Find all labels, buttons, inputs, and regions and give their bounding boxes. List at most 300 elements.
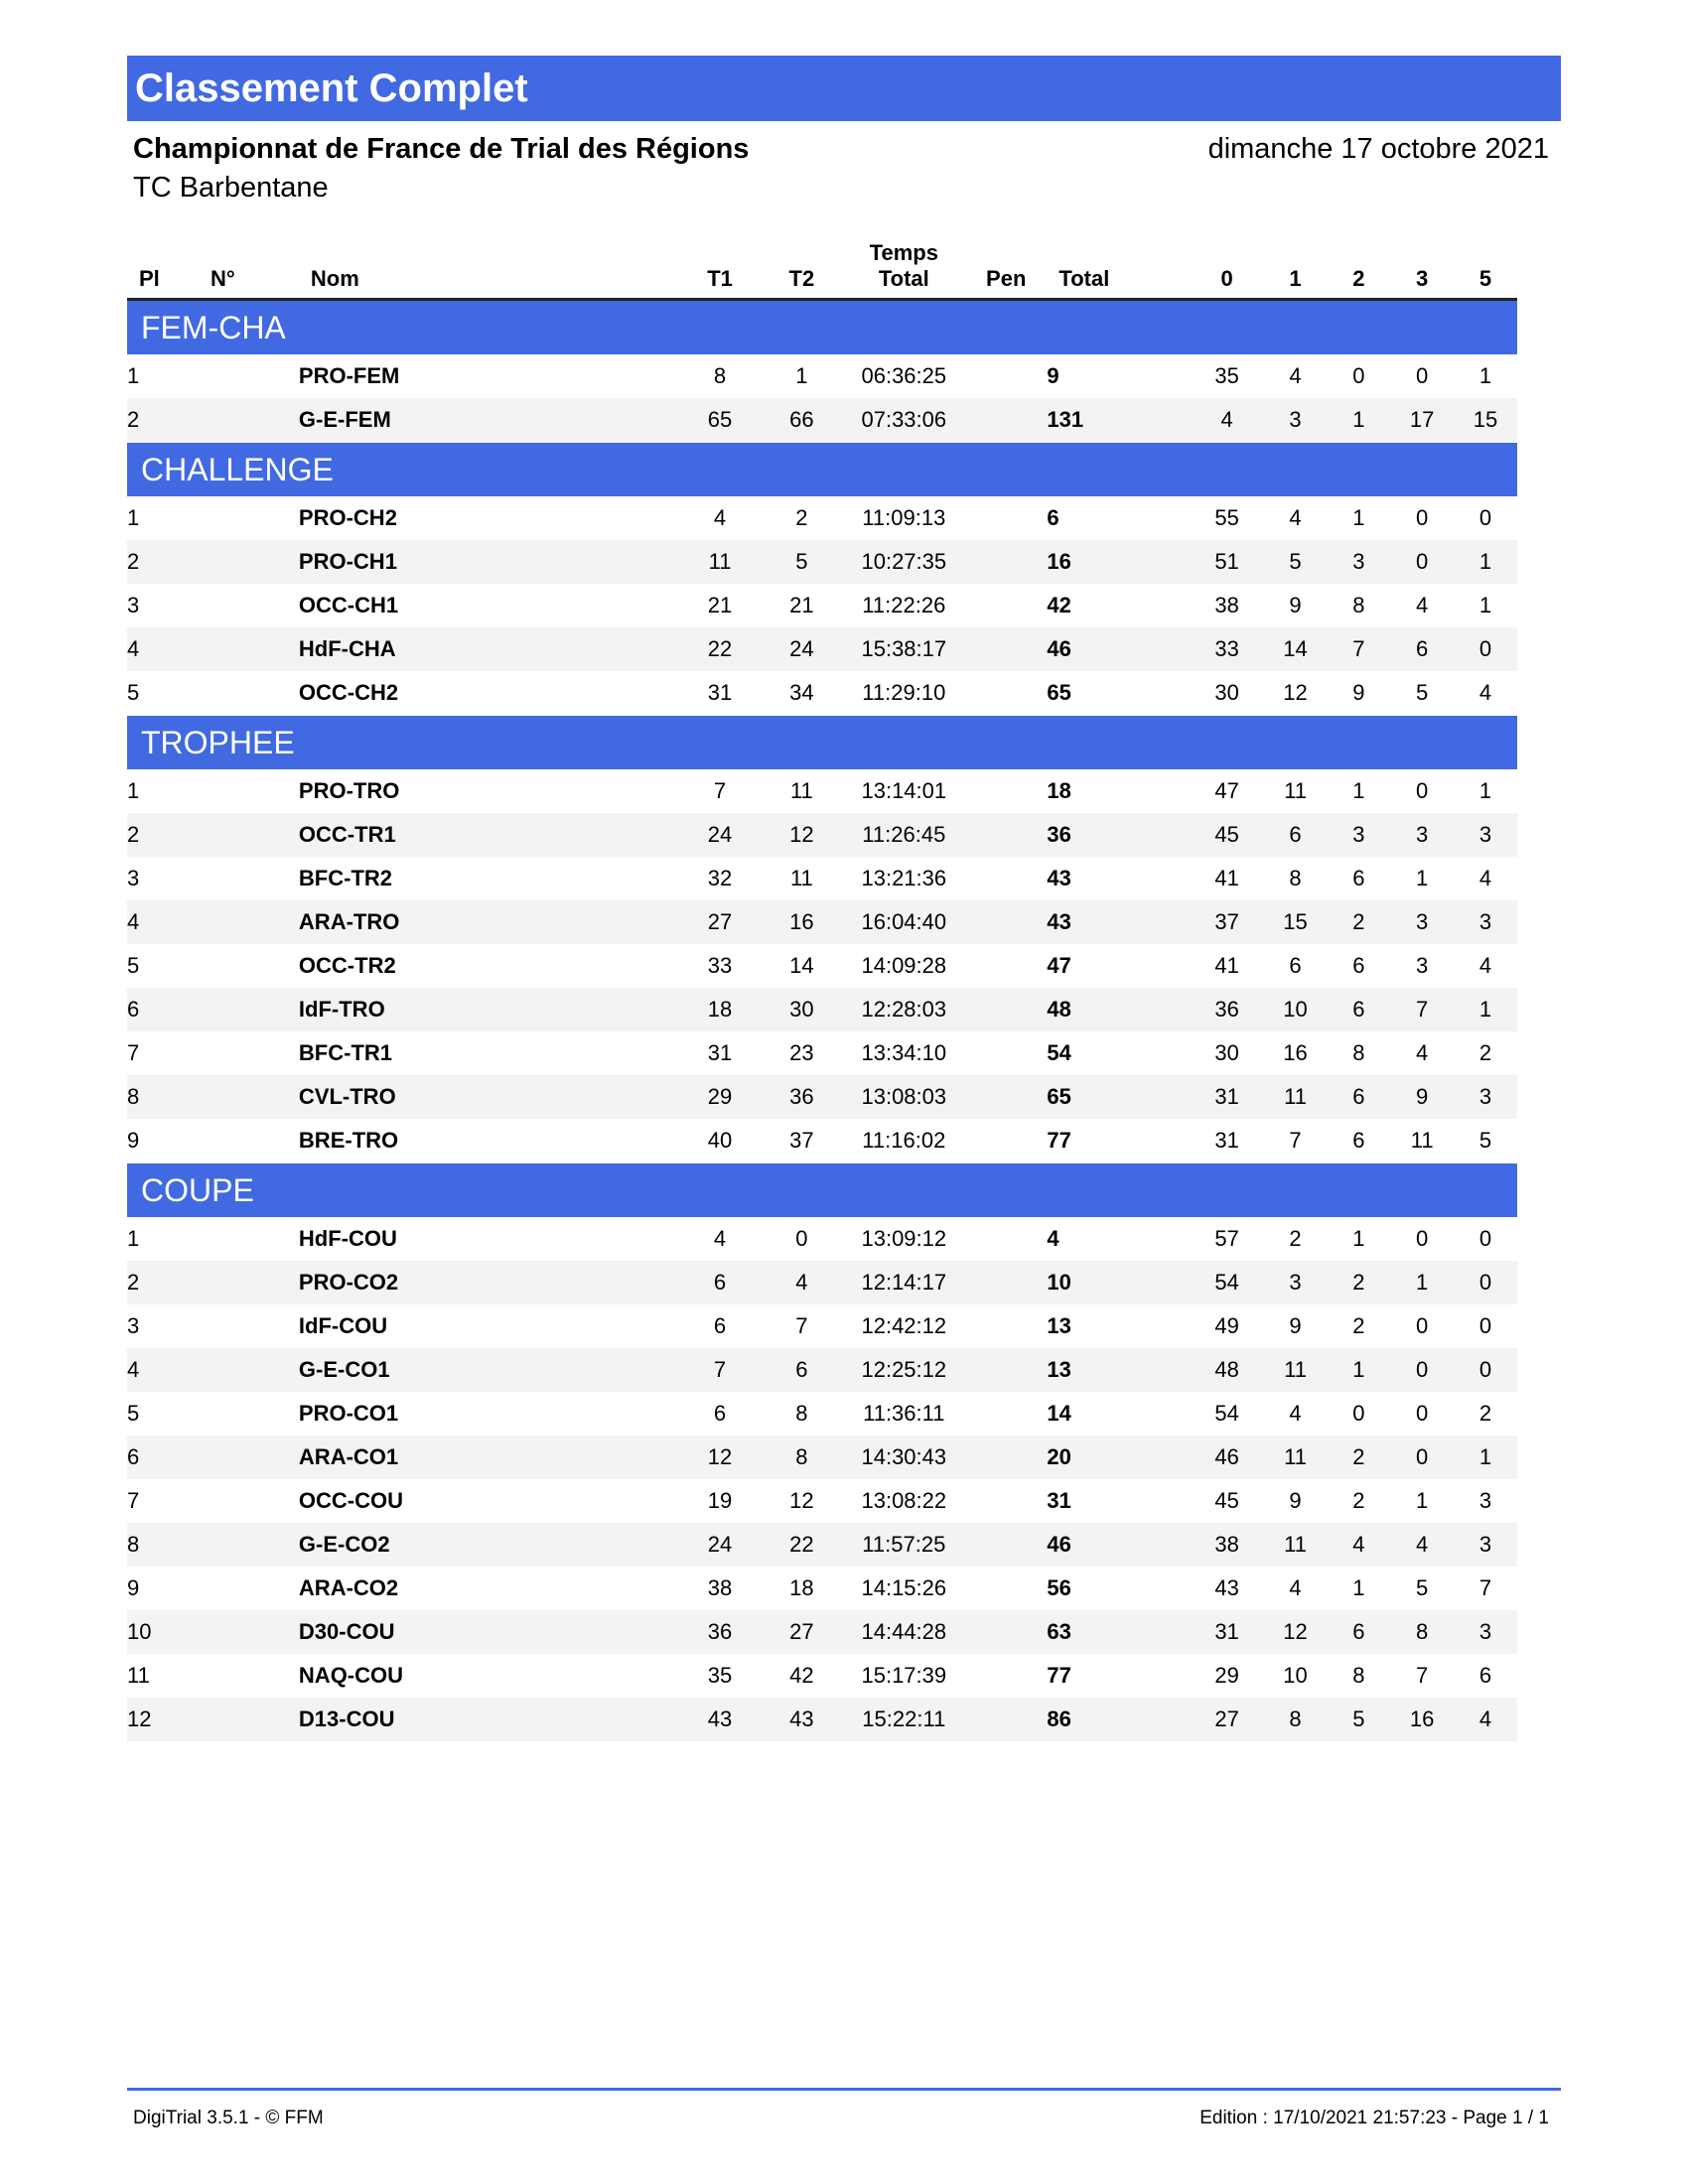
cell-pl: 8 (127, 1075, 199, 1119)
cell-pen (965, 627, 1047, 671)
cell-nom: ARA-CO2 (298, 1575, 399, 1600)
cell-z1: 15 (1264, 900, 1328, 944)
table-row (127, 1392, 1517, 1435)
col-header-nom: Nom (299, 228, 679, 300)
cell-t2: 30 (761, 988, 842, 1031)
cell-num (199, 1610, 299, 1654)
cell-z3: 4 (1390, 1523, 1454, 1567)
cell-total: 54 (1047, 1040, 1071, 1065)
cell-t2: 36 (761, 1075, 842, 1119)
category-header (127, 443, 1517, 497)
cell-temps-total: 12:42:12 (861, 1313, 947, 1338)
cell-pen (965, 1610, 1047, 1654)
cell-z1: 2 (1289, 1226, 1302, 1251)
cell-t2: 22 (761, 1523, 842, 1567)
cell-num (199, 1075, 299, 1119)
cell-pen (965, 1348, 1047, 1392)
cell-z0: 48 (1191, 1348, 1264, 1392)
cell-pen (965, 944, 1047, 988)
table-row (127, 1698, 1517, 1741)
cell-z0: 43 (1214, 1575, 1239, 1600)
cell-z0: 30 (1214, 680, 1239, 705)
cell-total: 20 (1047, 1435, 1190, 1479)
table-row (127, 627, 1517, 671)
cell-z2: 6 (1327, 1075, 1390, 1119)
cell-num (199, 1031, 299, 1075)
cell-t1: 43 (679, 1698, 761, 1741)
cell-z5: 5 (1478, 1128, 1492, 1153)
cell-t2: 7 (795, 1313, 808, 1338)
page-title: Classement Complet (127, 56, 1561, 121)
category-name: TROPHEE (127, 716, 1517, 770)
category-name: CHALLENGE (127, 443, 1517, 497)
cell-z0: 45 (1214, 1488, 1239, 1513)
cell-num (199, 900, 299, 944)
cell-z3: 0 (1390, 540, 1454, 584)
cell-z3: 0 (1416, 1313, 1429, 1338)
cell-temps-total: 11:09:13 (862, 505, 946, 530)
col-header-t1: T1 (679, 228, 761, 300)
cell-t2: 14 (789, 953, 814, 978)
cell-z5: 2 (1478, 1040, 1492, 1065)
cell-z0: 45 (1191, 813, 1264, 857)
cell-total: 4 (1047, 1226, 1059, 1251)
cell-z0: 27 (1191, 1698, 1264, 1741)
cell-z3: 0 (1416, 505, 1429, 530)
cell-pl: 7 (127, 1040, 140, 1065)
cell-z5: 1 (1478, 778, 1492, 803)
cell-temps-total: 15:17:39 (861, 1663, 947, 1688)
cell-t1: 21 (707, 593, 733, 617)
category-name: COUPE (127, 1163, 1517, 1218)
cell-nom: PRO-CH1 (299, 540, 679, 584)
cell-pl: 10 (127, 1610, 199, 1654)
cell-z1: 9 (1289, 1313, 1302, 1338)
cell-num (199, 627, 299, 671)
col-header-z3: 3 (1390, 228, 1454, 300)
cell-z1: 4 (1289, 1401, 1302, 1426)
cell-temps-total: 13:08:22 (861, 1488, 947, 1513)
cell-z3: 6 (1390, 627, 1454, 671)
cell-z1: 11 (1264, 1523, 1328, 1567)
cell-z0: 51 (1191, 540, 1264, 584)
cell-z3: 7 (1416, 1663, 1429, 1688)
cell-z5: 3 (1478, 1488, 1492, 1513)
cell-temps-total: 10:27:35 (843, 540, 966, 584)
cell-pen (965, 496, 1047, 540)
cell-z0: 35 (1214, 363, 1239, 388)
cell-pl: 6 (127, 988, 199, 1031)
cell-pl: 9 (127, 1128, 140, 1153)
cell-pen (965, 354, 1047, 398)
cell-z1: 6 (1264, 813, 1328, 857)
cell-t1: 6 (713, 1401, 727, 1426)
cell-pen (965, 1261, 1047, 1304)
cell-nom: BRE-TRO (298, 1128, 399, 1153)
cell-total: 47 (1047, 953, 1071, 978)
cell-t1: 19 (707, 1488, 733, 1513)
cell-z0: 41 (1214, 866, 1239, 890)
cell-z3: 8 (1390, 1610, 1454, 1654)
cell-z2: 1 (1327, 1348, 1390, 1392)
cell-z0: 46 (1191, 1435, 1264, 1479)
cell-z5: 6 (1478, 1663, 1492, 1688)
cell-z5: 3 (1454, 813, 1517, 857)
col-header-total: Total (1047, 228, 1190, 300)
cell-t2: 23 (789, 1040, 814, 1065)
cell-z5: 3 (1454, 1075, 1517, 1119)
cell-z0: 38 (1191, 1523, 1264, 1567)
cell-temps-total: 11:29:10 (862, 680, 946, 705)
cell-z1: 6 (1289, 953, 1302, 978)
cell-z2: 6 (1352, 953, 1365, 978)
col-header-pen: Pen (965, 228, 1047, 300)
cell-temps-total: 13:34:10 (861, 1040, 947, 1065)
table-row (127, 1567, 1517, 1610)
table-header (127, 228, 1517, 300)
col-header-pl: Pl (127, 228, 199, 300)
col-header-z2: 2 (1327, 228, 1390, 300)
cell-z3: 4 (1416, 1040, 1429, 1065)
cell-pl: 11 (127, 1663, 150, 1688)
cell-t2: 1 (795, 363, 808, 388)
cell-z3: 7 (1390, 988, 1454, 1031)
cell-nom: OCC-CH1 (298, 593, 399, 617)
cell-pen (965, 988, 1047, 1031)
cell-num (199, 769, 299, 813)
cell-pl: 3 (127, 593, 140, 617)
cell-pen (965, 671, 1047, 716)
cell-pen (965, 1479, 1047, 1523)
footer-software: DigiTrial 3.5.1 - © FFM (133, 2108, 324, 2128)
table-row (127, 1217, 1517, 1261)
cell-total: 16 (1047, 540, 1190, 584)
cell-z5: 4 (1478, 953, 1492, 978)
cell-z2: 2 (1352, 1313, 1365, 1338)
cell-z2: 3 (1327, 540, 1390, 584)
cell-total: 46 (1047, 627, 1190, 671)
cell-pen (965, 1217, 1047, 1261)
cell-z2: 8 (1352, 593, 1365, 617)
cell-z5: 1 (1454, 1435, 1517, 1479)
cell-z1: 4 (1289, 1575, 1302, 1600)
cell-z5: 3 (1454, 1523, 1517, 1567)
cell-z1: 11 (1264, 1348, 1328, 1392)
table-row (127, 769, 1517, 813)
cell-z3: 0 (1416, 1401, 1429, 1426)
cell-t1: 18 (679, 988, 761, 1031)
cell-z0: 31 (1191, 1610, 1264, 1654)
cell-z2: 1 (1352, 778, 1365, 803)
cell-z0: 49 (1214, 1313, 1239, 1338)
cell-z2: 8 (1352, 1663, 1365, 1688)
cell-pen (965, 1392, 1047, 1435)
cell-t1: 36 (679, 1610, 761, 1654)
category-header (127, 716, 1517, 770)
cell-pl: 2 (127, 540, 199, 584)
table-row (127, 944, 1517, 988)
col-header-z1: 1 (1264, 228, 1328, 300)
cell-z3: 5 (1416, 1575, 1429, 1600)
cell-t1: 27 (679, 900, 761, 944)
col-header-z5: 5 (1454, 228, 1517, 300)
cell-total: 56 (1047, 1575, 1071, 1600)
event-venue: TC Barbentane (133, 172, 329, 204)
table-row (127, 1261, 1517, 1304)
cell-z3: 0 (1416, 1226, 1429, 1251)
cell-z0: 54 (1214, 1401, 1239, 1426)
cell-z2: 0 (1352, 1401, 1365, 1426)
cell-nom: NAQ-COU (298, 1663, 404, 1688)
cell-t1: 65 (679, 398, 761, 443)
cell-z2: 2 (1327, 900, 1390, 944)
table-row (127, 1610, 1517, 1654)
cell-t1: 32 (707, 866, 733, 890)
results-body (127, 300, 1517, 1742)
footer-edition: Edition : 17/10/2021 21:57:23 - Page 1 / 1 (1199, 2108, 1549, 2128)
cell-t1: 35 (707, 1663, 733, 1688)
table-row (127, 496, 1517, 540)
cell-nom: D30-COU (299, 1610, 679, 1654)
table-row (127, 398, 1517, 443)
cell-z2: 6 (1327, 1610, 1390, 1654)
category-name: FEM-CHA (127, 300, 1517, 355)
cell-temps-total: 06:36:25 (861, 363, 947, 388)
cell-nom: OCC-TR2 (298, 953, 396, 978)
cell-nom: OCC-COU (298, 1488, 404, 1513)
cell-nom: HdF-CHA (299, 627, 679, 671)
cell-temps-total: 07:33:06 (843, 398, 966, 443)
cell-pl: 8 (127, 1523, 199, 1567)
cell-pen (965, 813, 1047, 857)
cell-nom: ARA-CO1 (299, 1435, 679, 1479)
cell-z3: 17 (1390, 398, 1454, 443)
cell-num (199, 1435, 299, 1479)
cell-z2: 0 (1352, 363, 1365, 388)
cell-pen (965, 540, 1047, 584)
table-row (127, 671, 1517, 716)
cell-z0: 30 (1214, 1040, 1239, 1065)
cell-num (199, 1217, 299, 1261)
cell-nom: IdF-TRO (299, 988, 679, 1031)
cell-z0: 41 (1214, 953, 1239, 978)
cell-z5: 1 (1454, 540, 1517, 584)
cell-total: 9 (1047, 363, 1059, 388)
col-header-t2: T2 (761, 228, 842, 300)
cell-z3: 0 (1416, 363, 1429, 388)
table-row (127, 540, 1517, 584)
cell-z1: 12 (1264, 1610, 1328, 1654)
cell-num (199, 1119, 299, 1163)
cell-nom: G-E-FEM (299, 398, 679, 443)
cell-t2: 66 (761, 398, 842, 443)
cell-total: 131 (1047, 398, 1190, 443)
cell-t2: 12 (761, 813, 842, 857)
cell-num (199, 1698, 299, 1741)
cell-z2: 6 (1352, 1128, 1365, 1153)
cell-num (199, 354, 299, 398)
cell-z1: 14 (1264, 627, 1328, 671)
table-row (127, 1479, 1517, 1523)
table-row (127, 988, 1517, 1031)
cell-total: 43 (1047, 900, 1190, 944)
cell-z3: 1 (1416, 1488, 1429, 1513)
cell-z5: 2 (1478, 1401, 1492, 1426)
cell-t1: 22 (679, 627, 761, 671)
cell-num (199, 671, 299, 716)
cell-z3: 0 (1416, 778, 1429, 803)
cell-t1: 12 (679, 1435, 761, 1479)
cell-temps-total: 11:16:02 (862, 1128, 946, 1153)
cell-total: 65 (1047, 1075, 1190, 1119)
cell-z0: 57 (1214, 1226, 1239, 1251)
cell-z0: 31 (1191, 1075, 1264, 1119)
cell-pl: 4 (127, 900, 199, 944)
cell-z1: 8 (1264, 1698, 1328, 1741)
cell-total: 36 (1047, 813, 1190, 857)
cell-z1: 16 (1283, 1040, 1308, 1065)
results-table (127, 228, 1517, 1741)
cell-z2: 6 (1352, 866, 1365, 890)
cell-z1: 7 (1289, 1128, 1302, 1153)
cell-pen (965, 1435, 1047, 1479)
cell-t2: 8 (795, 1401, 808, 1426)
cell-temps-total: 14:44:28 (843, 1610, 966, 1654)
cell-pl: 5 (127, 680, 140, 705)
cell-pl: 2 (127, 813, 199, 857)
cell-num (199, 584, 299, 627)
cell-z2: 7 (1327, 627, 1390, 671)
cell-num (199, 1567, 299, 1610)
cell-pen (965, 1075, 1047, 1119)
cell-t2: 42 (789, 1663, 814, 1688)
cell-t2: 6 (761, 1348, 842, 1392)
cell-pen (965, 1523, 1047, 1567)
cell-z5: 4 (1478, 680, 1492, 705)
cell-z0: 37 (1191, 900, 1264, 944)
championship-title: Championnat de France de Trial des Régions (133, 133, 750, 165)
category-header (127, 1163, 1517, 1218)
cell-z1: 10 (1264, 988, 1328, 1031)
cell-total: 43 (1047, 866, 1071, 890)
col-header-z0: 0 (1191, 228, 1264, 300)
cell-t2: 11 (789, 778, 813, 803)
cell-z2: 2 (1327, 1435, 1390, 1479)
cell-pl: 1 (127, 505, 140, 530)
cell-num (199, 540, 299, 584)
table-row (127, 1654, 1517, 1698)
cell-pl: 4 (127, 1348, 199, 1392)
cell-t1: 7 (713, 778, 727, 803)
cell-z2: 8 (1352, 1040, 1365, 1065)
cell-z5: 3 (1454, 1610, 1517, 1654)
cell-pl: 4 (127, 627, 199, 671)
cell-pl: 3 (127, 866, 140, 890)
cell-z1: 11 (1264, 1435, 1328, 1479)
cell-z5: 15 (1454, 398, 1517, 443)
cell-temps-total: 14:09:28 (861, 953, 947, 978)
cell-pl: 1 (127, 363, 140, 388)
cell-num (199, 1261, 299, 1304)
cell-t2: 21 (789, 593, 814, 617)
cell-total: 31 (1047, 1488, 1071, 1513)
cell-z1: 9 (1289, 593, 1302, 617)
col-header-temps-line1: Temps (869, 240, 938, 265)
cell-nom: D13-COU (299, 1698, 679, 1741)
cell-z3: 4 (1416, 593, 1429, 617)
cell-z1: 3 (1264, 398, 1328, 443)
cell-z3: 0 (1390, 1435, 1454, 1479)
cell-nom: BFC-TR2 (298, 866, 393, 890)
cell-temps-total: 11:36:11 (863, 1401, 945, 1426)
cell-z2: 2 (1327, 1261, 1390, 1304)
cell-total: 46 (1047, 1523, 1190, 1567)
cell-temps-total: 13:14:01 (861, 778, 947, 803)
cell-total: 77 (1047, 1663, 1071, 1688)
cell-temps-total: 12:14:17 (843, 1261, 966, 1304)
cell-z5: 1 (1478, 593, 1492, 617)
cell-t2: 37 (789, 1128, 814, 1153)
cell-t1: 8 (713, 363, 727, 388)
cell-temps-total: 11:26:45 (843, 813, 966, 857)
cell-nom: OCC-TR1 (299, 813, 679, 857)
cell-total: 10 (1047, 1261, 1190, 1304)
cell-t2: 43 (761, 1698, 842, 1741)
cell-nom: HdF-COU (298, 1226, 397, 1251)
cell-pl: 5 (127, 953, 140, 978)
footer-divider (127, 2088, 1561, 2091)
cell-total: 13 (1047, 1348, 1190, 1392)
cell-t1: 31 (707, 680, 733, 705)
cell-t1: 33 (707, 953, 733, 978)
cell-t2: 0 (795, 1226, 808, 1251)
cell-num (199, 1523, 299, 1567)
table-row (127, 1348, 1517, 1392)
cell-t1: 4 (713, 505, 727, 530)
cell-temps-total: 13:09:12 (861, 1226, 947, 1251)
cell-num (199, 988, 299, 1031)
cell-t1: 31 (707, 1040, 733, 1065)
cell-t2: 34 (789, 680, 814, 705)
cell-z5: 4 (1454, 1698, 1517, 1741)
cell-t2: 16 (761, 900, 842, 944)
cell-nom: PRO-CH2 (298, 505, 397, 530)
table-row (127, 900, 1517, 944)
category-header (127, 300, 1517, 355)
cell-pen (965, 900, 1047, 944)
table-row (127, 857, 1517, 900)
cell-pl: 12 (127, 1698, 199, 1741)
cell-temps-total: 13:21:36 (861, 866, 947, 890)
cell-pen (965, 769, 1047, 813)
cell-pen (965, 398, 1047, 443)
cell-z5: 0 (1478, 505, 1492, 530)
cell-t1: 24 (679, 813, 761, 857)
cell-z0: 4 (1191, 398, 1264, 443)
cell-num (199, 857, 299, 900)
cell-pl: 9 (127, 1575, 140, 1600)
cell-t2: 11 (789, 866, 813, 890)
cell-z3: 1 (1390, 1261, 1454, 1304)
cell-t2: 2 (795, 505, 808, 530)
cell-nom: G-E-CO1 (299, 1348, 679, 1392)
cell-z0: 55 (1214, 505, 1239, 530)
cell-temps-total: 16:04:40 (843, 900, 966, 944)
cell-temps-total: 12:25:12 (843, 1348, 966, 1392)
cell-t1: 24 (679, 1523, 761, 1567)
cell-t2: 5 (761, 540, 842, 584)
cell-z3: 3 (1390, 900, 1454, 944)
